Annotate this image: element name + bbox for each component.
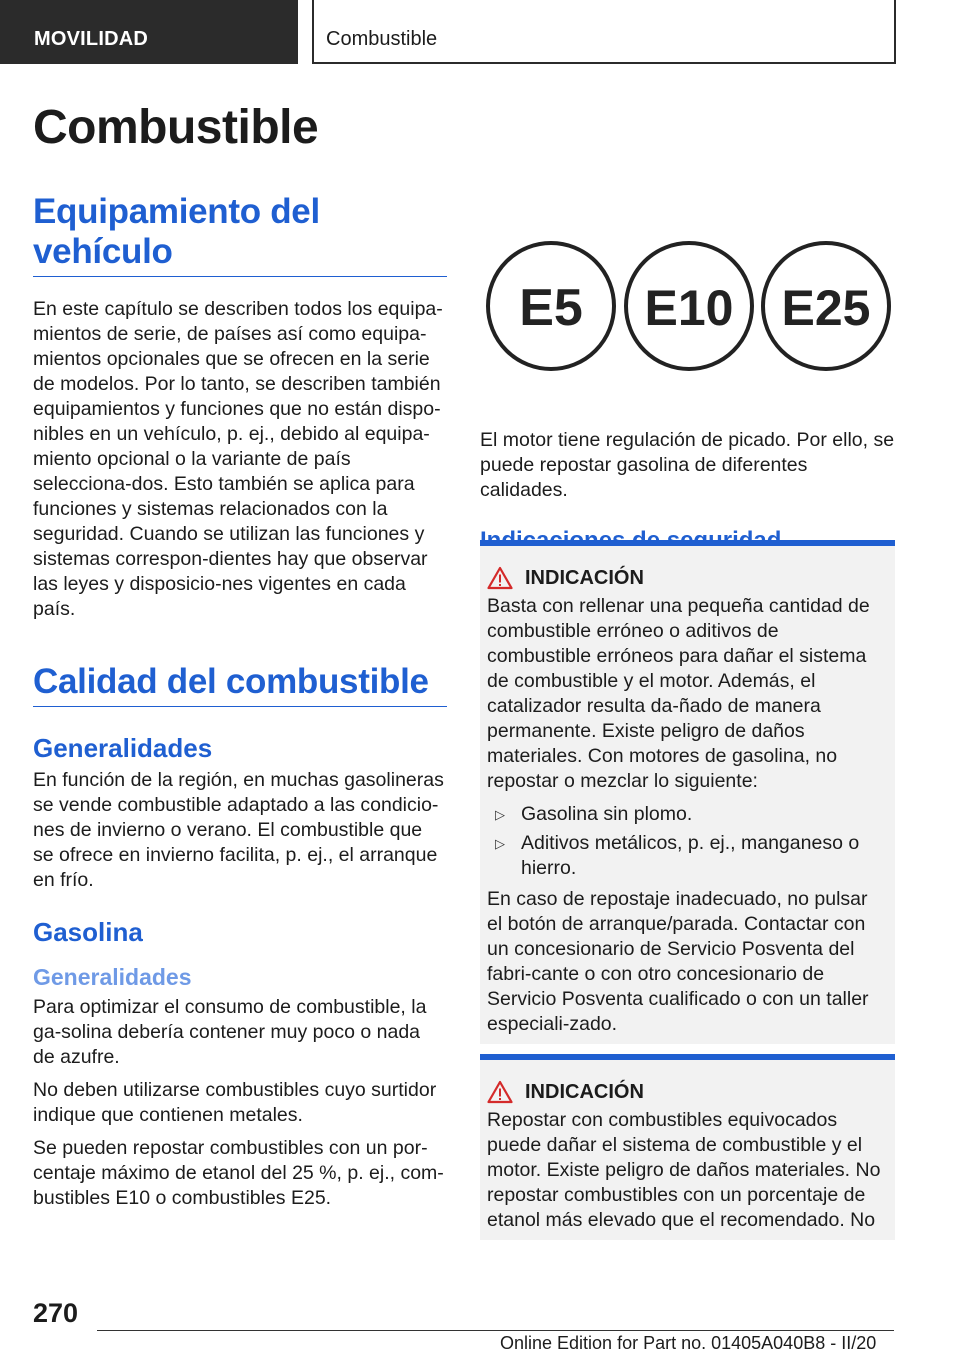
heading-equipamiento: Equipamiento del vehículo [33,192,320,271]
notice-1-label: INDICACIÓN [525,566,644,589]
paragraph-gasolina-1: Para optimizar el consumo de combustible, la ga-solina debería contener muy poco o nada de azufre. [33,996,427,1068]
paragraph-equipamiento: En este capítulo se describen todos los equipa-mientos de serie, de países así como equipa-mientos opcionales que se ofrecen en la serie de modelos. Por lo tanto, se describen también equipamientos y funciones que no están dispo-nibles en un vehículo, p. ej., debido al equipa-miento opcional o la variante de país selecciona-dos. Esto también se aplica para funciones y sistemas relacionados con la seguridad. Cuando se utilizan las funciones y sistemas correspon-dientes hay que observar las leyes y disposicio-nes vigentes en cada país. [33,298,443,620]
notice-1-bullet-1-text: Gasolina sin plomo. [521,803,693,825]
heading-generalidades-gasolina: Generalidades [33,964,192,990]
notice-1-paragraph-1: Basta con rellenar una pequeña cantidad de combustible erróneo o aditivos de combustible erróneos para dañar el sistema de combustible y el motor. Además, el catalizador resulta da-ñado de manera permanente. Existe peligro de daños materiales. Con motores de gasolina, no repostar o mezclar lo siguiente: [487,595,870,792]
heading-equipamiento-block [33,192,447,277]
fuel-signs-figure [484,238,894,378]
bullet-triangle-icon: ▷ [495,836,505,851]
header-chapter: Combustible [312,0,896,64]
heading-generalidades: Generalidades [33,733,213,763]
right-column-intro [480,428,895,555]
notice-1-paragraph-2: En caso de repostaje inadecuado, no pulsar el botón de arranque/parada. Contactar con un concesionario de Servicio Posventa del fabri-cante o con otro concesionario de Servicio Posventa cualificado o con un taller especiali-zado. [487,888,869,1035]
heading-gasolina: Gasolina [33,917,143,947]
notice-1-bullet-2-text: Aditivos metálicos, p. ej., manganeso o hierro. [521,832,860,879]
notice-2-paragraph-1: Repostar con combustibles equivocados puede dañar el sistema de combustible y el motor. Existe peligro de daños materiales. No repostar combustibles con un porcentaje de etanol más elevado que el recomendado. No [487,1109,881,1231]
heading-calidad: Calidad del combustible [33,662,429,701]
left-column [33,192,447,1211]
page-title: Combustible [33,101,319,154]
notice-1-bullet-1 [495,802,885,827]
paragraph-motor: El motor tiene regulación de picado. Por ello, se puede repostar gasolina de diferentes calidades. [480,429,895,501]
heading-calidad-block [33,662,447,707]
notice-1-title [487,566,885,590]
paragraph-gasolina-2: No deben utilizarse combustibles cuyo surtidor indique que contienen metales. [33,1079,437,1126]
footer-divider [97,1330,894,1331]
paragraph-generalidades: En función de la región, en muchas gasolineras se vende combustible adaptado a las condicio-nes de invierno o verano. El combustible que se ofrece en invierno facilita, p. ej., el arranque en frío. [33,769,444,891]
fuel-sign-e25-label: E25 [781,280,871,336]
warning-icon [487,566,513,590]
page-number: 270 [33,1298,79,1328]
notice-2-label: INDICACIÓN [525,1080,644,1103]
header-section: MOVILIDAD [0,0,298,64]
notice-box-1 [480,540,895,1044]
fuel-sign-e5 [488,243,614,369]
edition-note: Online Edition for Part no. 01405A040B8 - II/20 [500,1333,877,1353]
bullet-triangle-icon: ▷ [495,807,505,822]
notice-2-title [487,1080,885,1104]
fuel-sign-e10 [626,243,752,369]
fuel-sign-e25 [763,243,889,369]
notice-1-bullet-2 [495,831,885,881]
fuel-sign-e5-label: E5 [519,279,583,337]
paragraph-gasolina-3: Se pueden repostar combustibles con un por-centaje máximo de etanol del 25 %, p. ej., com-bustibles E10 o combustibles E25. [33,1137,444,1209]
fuel-sign-e10-label: E10 [644,280,734,336]
notice-box-2 [480,1054,895,1240]
warning-icon [487,1080,513,1104]
